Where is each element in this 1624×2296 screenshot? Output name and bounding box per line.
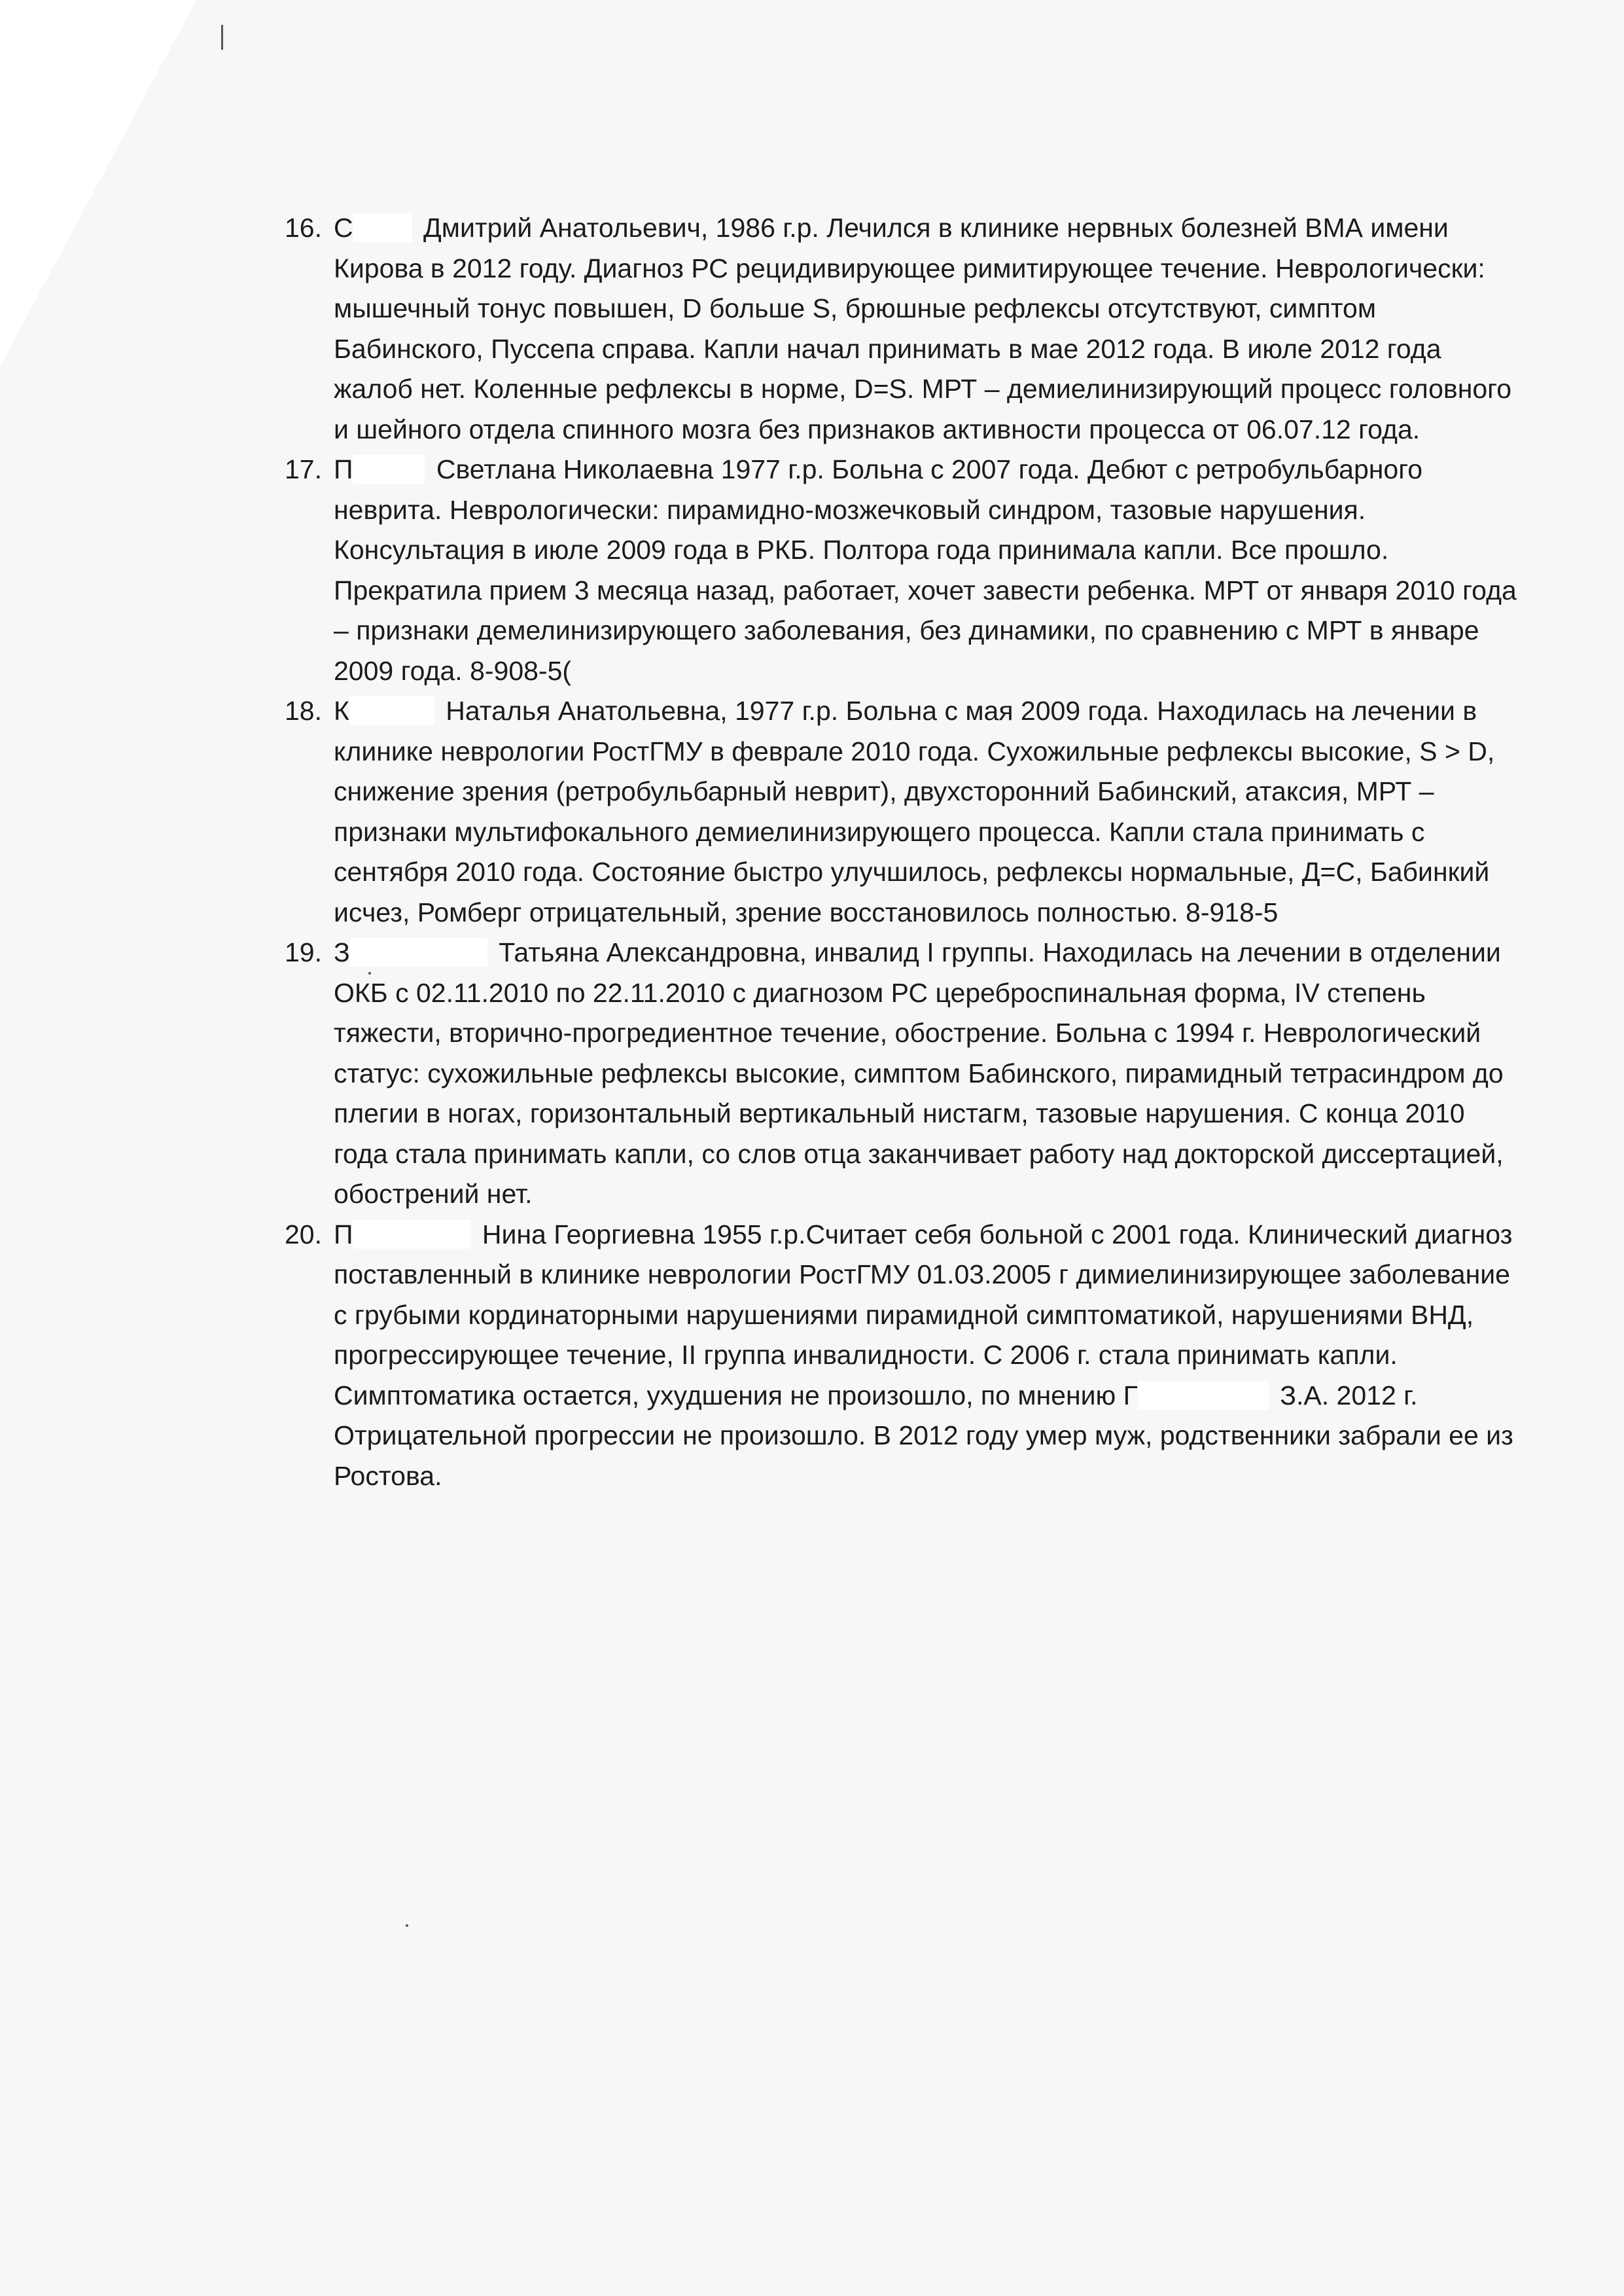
case-text: Дмитрий Анатольевич, 1986 г.р. Лечился в клинике нервных болезней ВМА имени Кирова в 2012 году. Диагноз РС рецидивирующее римитирующее течение. Неврологически: мышечный тонус повышен, D больше S, брюшные рефлексы отсутствуют, симптом Бабинского, Пуссепа справа. Капли начал принимать в мае 2012 года. В июле 2012 года жалоб нет. Коленные рефлексы в норме, D=S. МРТ – демиелинизирующий процесс головного и шейного отдела спинного мозга без признаков активности процесса от 06.07.12 года.: [334, 213, 1512, 444]
scan-mark: [221, 25, 223, 50]
item-number: 17.: [285, 454, 322, 484]
item-number: 18.: [285, 696, 322, 726]
patient-initial: З: [334, 937, 350, 967]
redaction-block: [353, 213, 412, 242]
list-item: [262, 208, 1518, 450]
case-list: [262, 208, 1518, 1496]
list-item: [262, 450, 1518, 691]
redaction-block: [353, 1220, 470, 1249]
redaction-block: [350, 938, 487, 967]
case-text: Татьяна Александровна, инвалид I группы. Находилась на лечении в отделении ОКБ с 02.11.2010 по 22.11.2010 с диагнозом РС цереброспинальная форма, IV степень тяжести, вторично-прогредиентное течение, обострение. Больна с 1994 г. Неврологический статус: сухожильные рефлексы высокие, симптом Бабинского, пирамидный тетрасиндром до плегии в ногах, горизонтальный вертикальный нистагм, тазовые нарушения. С конца 2010 года стала принимать капли, со слов отца заканчивает работу над докторской диссертацией, обострений нет.: [334, 937, 1504, 1209]
patient-initial: П: [334, 1219, 353, 1249]
patient-initial: С: [334, 213, 353, 243]
item-number: 16.: [285, 213, 322, 243]
document-body: [262, 208, 1518, 1496]
redaction-block: [1138, 1381, 1269, 1410]
list-item: [262, 933, 1518, 1215]
redaction-block: [349, 696, 434, 725]
case-text: Светлана Николаевна 1977 г.р. Больна с 2007 года. Дебют с ретробульбарного неврита. Неврологически: пирамидно-мозжечковый синдром, тазовые нарушения. Консультация в июле 2009 года в РКБ. Полтора года принимала капли. Все прошло. Прекратила прием 3 месяца назад, работает, хочет завести ребенка. МРТ от января 2010 года – признаки демелинизирующего заболевания, без динамики, по сравнению с МРТ в январе 2009 года. 8-908-5(: [334, 454, 1517, 686]
redaction-block: [353, 455, 425, 484]
item-number: 19.: [285, 937, 322, 967]
case-text: Наталья Анатольевна, 1977 г.р. Больна с мая 2009 года. Находилась на лечении в клинике неврологии РостГМУ в феврале 2010 года. Сухожильные рефлексы высокие, S > D, снижение зрения (ретробульбарный неврит), двухсторонний Бабинский, атаксия, МРТ – признаки мультифокального демиелинизирующего процесса. Капли стала принимать с сентября 2010 года. Состояние быстро улучшилось, рефлексы нормальные, Д=С, Бабинкий исчез, Ромберг отрицательный, зрение восстановилось полностью. 8-918-5: [334, 696, 1495, 927]
patient-initial: П: [334, 454, 353, 484]
patient-initial: К: [334, 696, 349, 726]
case-text-continued: З.А. 2012 г. Отрицательной прогрессии не произошло. В 2012 году умер муж, родственники забрали ее из Ростова.: [334, 1380, 1513, 1491]
item-number: 20.: [285, 1219, 322, 1249]
scan-dot: [406, 1924, 408, 1927]
list-item: [262, 691, 1518, 933]
case-text: Нина Георгиевна 1955 г.р.Считает себя больной с 2001 года. Клинический диагноз поставленный в клинике неврологии РостГМУ 01.03.2005 г димиелинизирующее заболевание с грубыми кординаторными нарушениями пирамидной симптоматикой, нарушениями ВНД, прогрессирующее течение, II группа инвалидности. С 2006 г. стала принимать капли. Симптоматика остается, ухудшения не произошло, по мнению Г: [334, 1219, 1513, 1410]
list-item: [262, 1215, 1518, 1497]
folded-corner: [0, 0, 196, 367]
